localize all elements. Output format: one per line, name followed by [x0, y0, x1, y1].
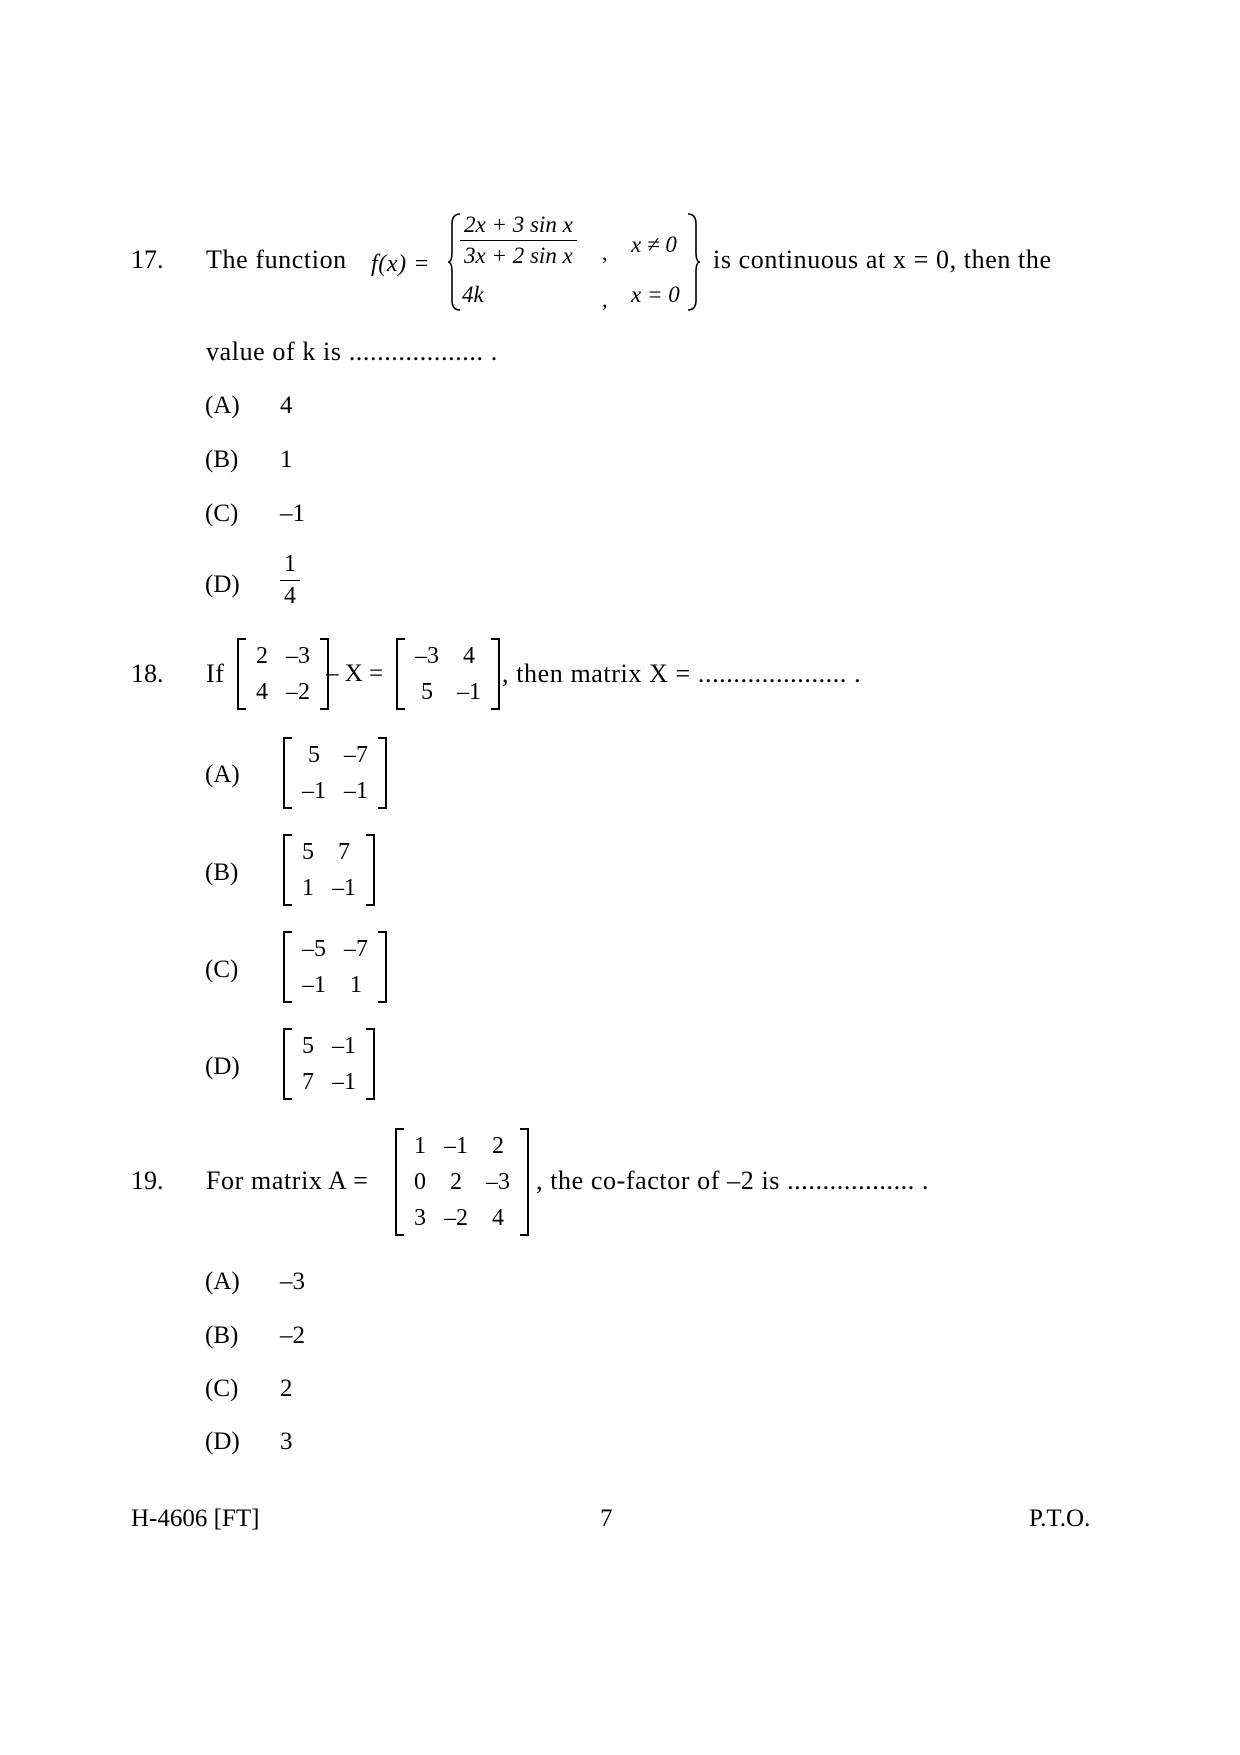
matrix-cell: 5: [302, 1033, 314, 1059]
q19-option-a-label: (A): [205, 1268, 240, 1295]
q18-option-c-matrix: [283, 931, 387, 1003]
q17-option-d-denominator: 4: [284, 583, 296, 609]
matrix-cell: 4: [492, 1205, 504, 1231]
question-17-line2: value of k is ................... .: [206, 337, 498, 366]
matrix-cell: 1: [302, 875, 314, 901]
question-19-tail: , the co-factor of –2 is .................. .: [536, 1166, 930, 1195]
case2-comma: ,: [602, 287, 608, 312]
case1-numerator: 2x + 3 sin x: [460, 212, 577, 241]
case1-denominator: 3x + 2 sin x: [464, 243, 573, 268]
matrix-cell: 4: [256, 679, 268, 705]
q18-option-d-label: (D): [205, 1053, 240, 1080]
paper-code: H-4606 [FT]: [131, 1505, 260, 1532]
q19-option-b-value: –2: [280, 1322, 305, 1349]
question-17-lead: The function: [206, 245, 347, 274]
q18-option-c-label: (C): [205, 956, 239, 983]
please-turn-over: P.T.O.: [1029, 1505, 1091, 1532]
matrix-cell: –1: [332, 875, 356, 901]
matrix-cell: –1: [332, 1069, 356, 1095]
q18-option-d-matrix: [283, 1028, 375, 1100]
case1-condition: x ≠ 0: [631, 232, 677, 257]
matrix-cell: –1: [302, 972, 326, 998]
matrix-cell: –3: [486, 1169, 510, 1195]
q18-option-a-label: (A): [205, 761, 240, 788]
question-18-number: 18.: [131, 659, 164, 688]
q17-option-d-numerator: 1: [280, 551, 300, 581]
matrix-cell: 4: [463, 643, 475, 669]
q18-option-a-matrix: [283, 737, 387, 809]
matrix-cell: –2: [444, 1205, 468, 1231]
matrix-cell: –3: [415, 643, 439, 669]
question-18-if: If: [206, 659, 225, 688]
q19-option-c-label: (C): [205, 1375, 239, 1402]
question-18-tail: , then matrix X = ..................... .: [502, 659, 862, 688]
matrix-cell: 0: [414, 1169, 426, 1195]
matrix-cell: –1: [344, 778, 368, 804]
matrix-cell: 2: [492, 1133, 504, 1159]
q17-option-d-fraction: [280, 551, 300, 610]
q19-option-b-label: (B): [205, 1322, 239, 1349]
case1-comma: ,: [602, 240, 608, 265]
q17-option-b-value: 1: [280, 446, 293, 473]
question-19-lead: For matrix A =: [206, 1166, 369, 1195]
question-17-tail: is continuous at x = 0, then the: [713, 245, 1052, 274]
q17-option-d-label: (D): [205, 571, 240, 598]
q19-option-c-value: 2: [280, 1375, 293, 1402]
matrix-cell: 3: [414, 1205, 426, 1231]
matrix-cell: 7: [302, 1069, 314, 1095]
matrix-cell: –2: [286, 679, 310, 705]
q17-option-a-label: (A): [205, 392, 240, 419]
matrix-cell: 1: [414, 1133, 426, 1159]
matrix-cell: 7: [338, 839, 350, 865]
question-17-number: 17.: [131, 245, 164, 274]
matrix-cell: –5: [302, 936, 326, 962]
q19-option-d-value: 3: [280, 1428, 293, 1455]
q19-matrix-a: [395, 1128, 529, 1236]
q19-option-a-value: –3: [280, 1268, 305, 1295]
matrix-cell: –3: [286, 643, 310, 669]
q18-option-b-label: (B): [205, 859, 239, 886]
left-brace: [448, 212, 460, 312]
case1-fraction: [460, 212, 577, 269]
matrix-cell: –7: [344, 936, 368, 962]
matrix-cell: –7: [344, 742, 368, 768]
case2-expression: 4k: [462, 282, 484, 307]
matrix-cell: –1: [302, 778, 326, 804]
q18-matrix-1: [237, 638, 329, 710]
case2-condition: x = 0: [631, 282, 680, 307]
q18-option-b-matrix: [283, 834, 375, 906]
question-19-number: 19.: [131, 1166, 164, 1195]
q18-matrix-2: [396, 638, 500, 710]
q17-option-b-label: (B): [205, 446, 239, 473]
matrix-cell: 2: [450, 1169, 462, 1195]
matrix-cell: 2: [256, 643, 268, 669]
right-brace: [686, 212, 698, 312]
matrix-cell: –1: [332, 1033, 356, 1059]
matrix-cell: 5: [421, 679, 433, 705]
matrix-cell: 5: [302, 839, 314, 865]
q19-option-d-label: (D): [205, 1428, 240, 1455]
q17-option-c-value: –1: [280, 500, 305, 527]
matrix-cell: –1: [457, 679, 481, 705]
minus-x-equals: – X =: [326, 660, 384, 687]
function-notation: f(x) =: [371, 251, 431, 277]
q17-option-c-label: (C): [205, 500, 239, 527]
matrix-cell: 5: [308, 742, 320, 768]
q17-option-a-value: 4: [280, 392, 293, 419]
page-number: 7: [600, 1505, 613, 1532]
matrix-cell: 1: [350, 972, 362, 998]
matrix-cell: –1: [444, 1133, 468, 1159]
